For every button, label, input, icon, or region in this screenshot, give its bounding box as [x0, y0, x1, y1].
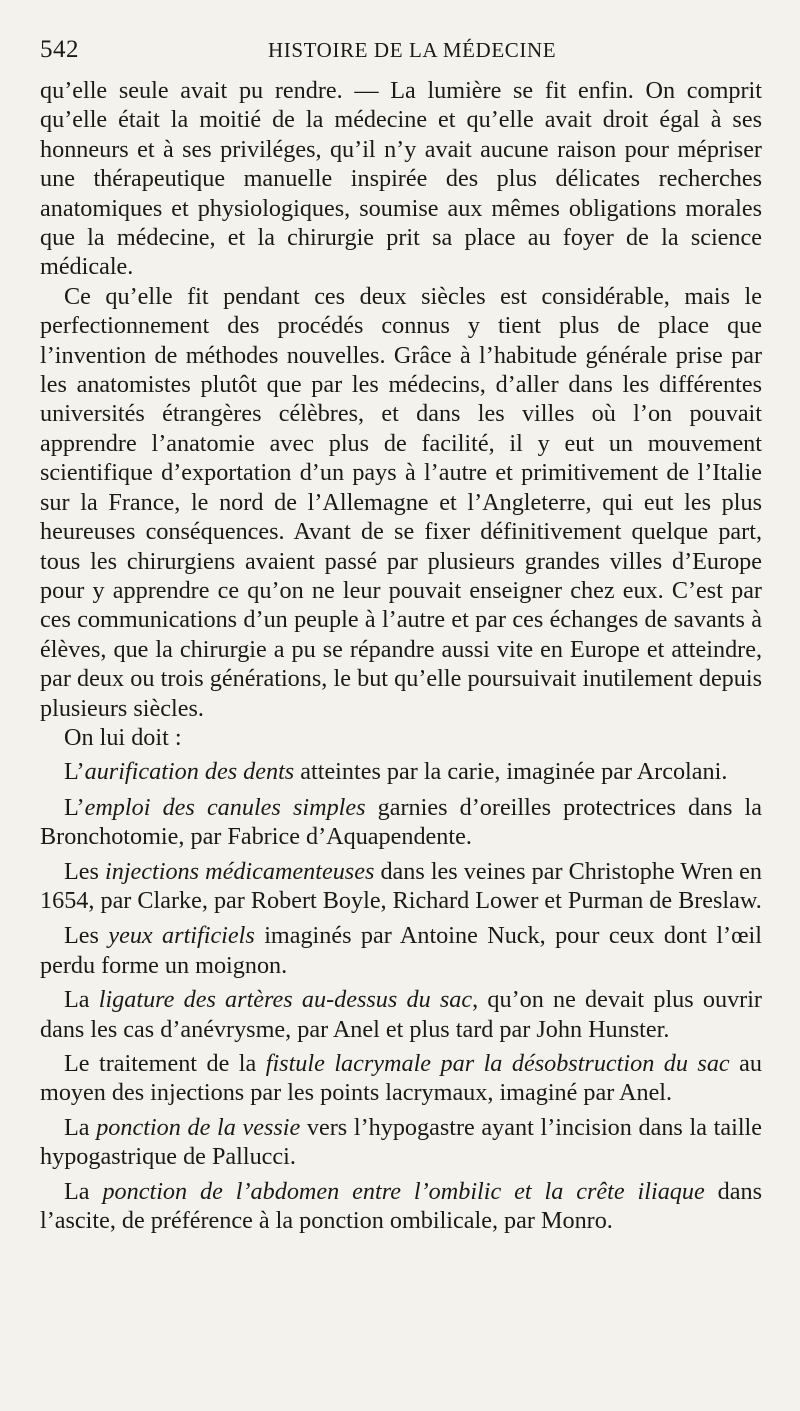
- body-text: [40, 76, 762, 1235]
- paragraph-surgery-progress: [40, 282, 762, 723]
- list-item-ponction-abdomen: [40, 1177, 762, 1236]
- text-run: La: [64, 1177, 103, 1205]
- text-run: dans l’ascite, de préférence à la ponction ombilicale, par Monro.: [40, 1177, 762, 1235]
- page-number: 542: [40, 36, 79, 63]
- list-item-aurification: [40, 757, 762, 786]
- text-run: Les: [64, 857, 105, 885]
- paragraph-continuation: [40, 76, 762, 282]
- italic-term: ligature des artères au-dessus du sac: [98, 986, 473, 1014]
- text-run: Les: [64, 922, 109, 950]
- text-run: L’: [64, 793, 85, 821]
- running-head: [40, 36, 760, 70]
- text-run: Ce qu’elle fit pendant ces deux siècles est considérable, mais le perfectionnement des procédés connus y tient plus de place que l’invention de méthodes nouvelles. Grâce à l’habitude générale prise par les anatomistes plutôt que par les médecins, d’aller dans les différentes universités étrangères célèbres, et dans les villes où l’on pouvait apprendre l’anatomie avec plus de facilité, il y eut un mouvement scientifique d’exportation d’un pays à l’autre et primitivement de l’Italie sur la France, le nord de l’Allemagne et l’Angleterre, qui eut les plus heureuses conséquences. Avant de se fixer définitivement quelque part, tous les chirurgiens avaient passé par plusieurs grandes villes d’Europe pour y apprendre ce qu’on ne leur pouvait enseigner chez eux. C’est par ces communications d’un peuple à l’autre et par ces échanges de savants à élèves, que la chirurgie a pu se répandre aussi vite en Europe et atteindre, par deux ou trois générations, le but qu’elle poursuivait inutilement depuis plusieurs siècles.: [40, 282, 762, 722]
- italic-term: injections médicamenteuses: [105, 857, 375, 885]
- italic-term: aurification des dents: [84, 758, 295, 786]
- list-item-canules: [40, 793, 762, 852]
- list-item-ponction-vessie: [40, 1113, 762, 1172]
- list-item-yeux-artificiels: [40, 921, 762, 980]
- text-run: imaginés par Antoine Nuck, pour ceux dont l’œil perdu forme un moignon.: [40, 922, 762, 979]
- text-run: , qu’on ne devait plus ouvrir dans les cas d’anévrysme, par Anel et plus tard par John Hunster.: [40, 986, 762, 1043]
- text-run: vers l’hypogastre ayant l’incision dans la taille hypogastrique de Pallucci.: [40, 1113, 762, 1171]
- list-item-ligature: [40, 985, 762, 1044]
- text-run: Le traitement de la: [64, 1050, 266, 1077]
- text-run: au moyen des injections par les points lacrymaux, imaginé par Anel.: [40, 1050, 762, 1107]
- text-run: atteintes par la carie, imaginée par Arcolani.: [294, 758, 728, 786]
- list-item-injections: [40, 857, 762, 916]
- text-run: La: [64, 1113, 97, 1141]
- text-run: qu’elle seule avait pu rendre. — La lumière se fit enfin. On comprit qu’elle était la moitié de la médecine et qu’elle avait droit égal à ses honneurs et à ses priviléges, qu’il n’y avait aucune raison pour mépriser une thérapeutique manuelle inspirée des plus délicates recherches anatomiques et physiologiques, soumise aux mêmes obligations morales que la médecine, et la chirurgie prit sa place au foyer de la science médicale.: [40, 77, 762, 281]
- text-run: L’: [64, 758, 85, 786]
- italic-term: fistule lacrymale par la désobstruction du sac: [265, 1050, 730, 1077]
- text-run: On lui doit :: [64, 723, 182, 751]
- italic-term: ponction de l’abdomen entre l’ombilic et la crête iliaque: [102, 1177, 705, 1205]
- paragraph-list-intro: [40, 723, 762, 752]
- text-run: La: [64, 986, 99, 1014]
- text-run: garnies d’oreilles protectrices dans la Bronchotomie, par Fabrice d’Aquapendente.: [40, 793, 762, 851]
- running-title: HISTOIRE DE LA MÉDECINE: [268, 38, 557, 62]
- italic-term: emploi des canules simples: [84, 793, 366, 821]
- italic-term: ponction de la vessie: [96, 1113, 301, 1141]
- italic-term: yeux artificiels: [108, 922, 255, 950]
- list-item-fistule: [40, 1049, 762, 1108]
- text-run: dans les veines par Christophe Wren en 1654, par Clarke, par Robert Boyle, Richard Lower et Purman de Breslaw.: [40, 857, 762, 914]
